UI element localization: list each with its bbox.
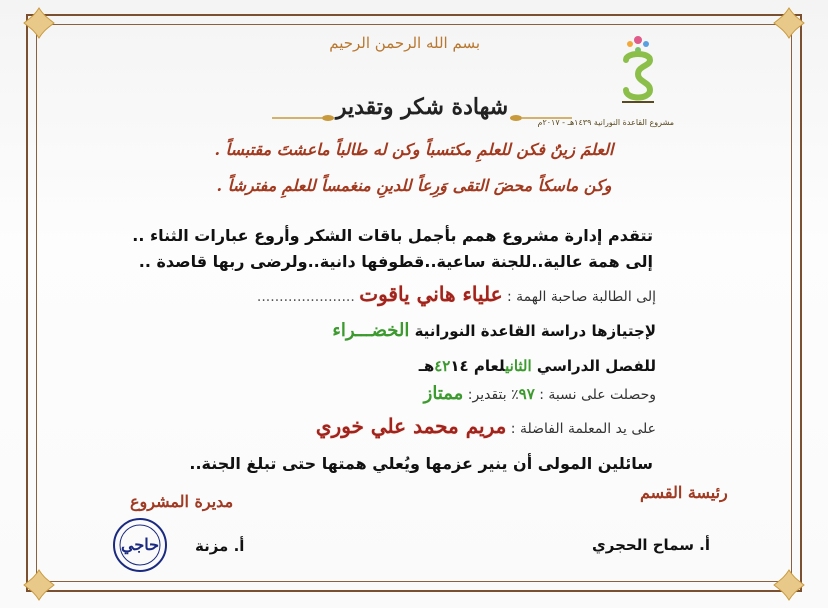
term-row xyxy=(419,357,656,375)
term-value: الثاني xyxy=(505,357,532,375)
project-director-title: مديرة المشروع xyxy=(130,492,234,511)
score-value: ٩٧ xyxy=(518,385,535,403)
course-label: لإجتيازها دراسة القاعدة النورانية xyxy=(414,322,656,340)
score-label: وحصلت على نسبة : xyxy=(539,387,656,403)
department-head-name: أ. سماح الحجري xyxy=(592,536,711,554)
closing-line: سائلين المولى أن ينير عزمها ويُعلي همتها حتى تبلغ الجنة.. xyxy=(189,454,653,473)
logo-emblem-icon xyxy=(602,30,674,118)
student-dots: ...................... xyxy=(256,289,355,305)
verse-line-1: العلمَ زينٌ فكن للعلمِ مكتسباً وكن له طالباً ماعشتَ مقتبساً . xyxy=(214,140,614,159)
year-prefix: لعام xyxy=(473,357,506,375)
logo-caption: مشروع القاعدة النورانية ١٤٣٩هـ - ٢٠١٧م xyxy=(537,118,674,127)
course-level: الخضـــراء xyxy=(332,320,410,341)
corner-ornament-icon xyxy=(22,568,56,602)
student-name: علياء هاني ياقوت xyxy=(359,282,503,306)
term-prefix: للفصل الدراسي xyxy=(536,357,656,375)
department-head-title: رئيسة القسم xyxy=(640,483,728,502)
certificate-title xyxy=(262,88,582,138)
teacher-row xyxy=(316,414,656,438)
score-unit: ٪ xyxy=(511,387,519,403)
stamp-signature: حاجي xyxy=(121,535,159,554)
verse-line-2: وكن ماسكاً محضَ التقى وَرِعاً للدينِ منغمساً للعلمِ مفترشاً . xyxy=(216,176,612,195)
grade-label: بتقدير: xyxy=(467,387,507,403)
title-text: شهادة شكر وتقدير xyxy=(335,94,509,120)
grade-value: ممتاز xyxy=(423,383,464,404)
corner-ornament-icon xyxy=(772,6,806,40)
student-row xyxy=(257,282,656,306)
student-label: إلى الطالبة صاحبة الهمة : xyxy=(507,289,656,305)
course-row xyxy=(332,320,656,341)
score-row xyxy=(424,383,656,404)
year-suffix: ١٤هـ xyxy=(418,357,469,375)
year-value: ٤٢ xyxy=(434,357,451,375)
corner-ornament-icon xyxy=(772,568,806,602)
intro-line-2: إلى همة عالية..للجنة ساعية..قطوفها دانية..ولرضى ربها قاصدة .. xyxy=(138,252,653,271)
official-stamp xyxy=(110,515,170,575)
teacher-name: مريم محمد علي خوري xyxy=(315,414,507,438)
bismillah: بسم الله الرحمن الرحيم xyxy=(329,34,480,52)
project-logo xyxy=(537,30,674,140)
project-director-name: أ. مزنة xyxy=(195,537,245,555)
teacher-label: على يد المعلمة الفاضلة : xyxy=(510,421,656,437)
corner-ornament-icon xyxy=(22,6,56,40)
intro-line-1: تتقدم إدارة مشروع همم بأجمل باقات الشكر وأروع عبارات الثناء .. xyxy=(132,226,653,245)
